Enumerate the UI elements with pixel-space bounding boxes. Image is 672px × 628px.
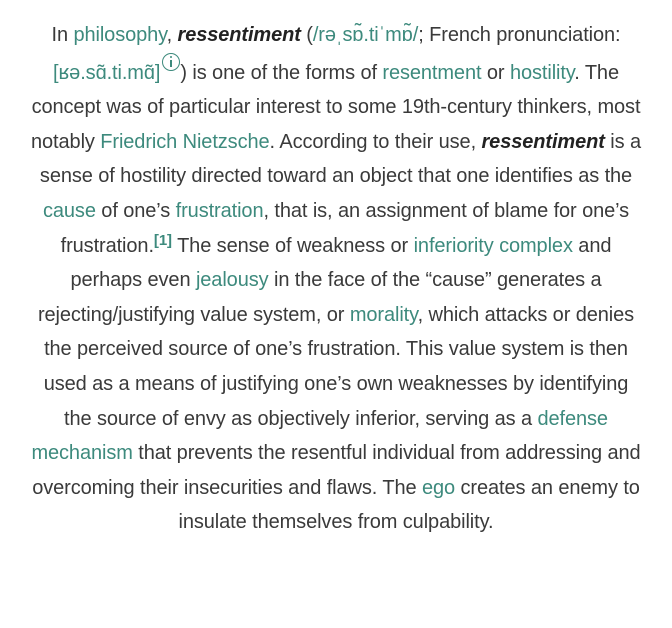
link-defense-mechanism[interactable]: defense mechanism [31,407,608,465]
ipa-english-link[interactable]: /rəˌsɒ̃.tiˈmɒ̃/ [312,24,419,46]
link-resentment[interactable]: resentment [382,61,482,84]
text-segment: creates an enemy to insulate themselves from culpability. [178,476,640,534]
link-jealousy[interactable]: jealousy [195,269,269,292]
link-inferiority-complex[interactable]: inferiority complex [413,234,573,257]
term-ressentiment: ressentiment [177,24,301,46]
link-philosophy[interactable]: philosophy [73,24,167,46]
text-segment: . According to their use, [269,130,482,153]
link-ego[interactable]: ego [421,476,456,499]
text-segment: , which attacks or denies the perceived source of one’s frustration. This value system is then used as a means of justifying one’s own weaknesses by identifying the source of envy as objectively inferior, serving as a [43,303,635,430]
link-frustration[interactable]: frustration [175,199,264,222]
text-segment: is a sense of hostility directed toward an object that one identifies as the [39,130,641,188]
link-friedrich-nietzsche[interactable]: Friedrich Nietzsche [100,130,270,153]
text-segment: ( [300,24,313,46]
text-segment: ; French pronunciation: [418,24,621,46]
link-morality[interactable]: morality [349,303,418,326]
text-segment: , [166,24,178,46]
text-segment: that prevents the resentful individual from addressing and overcoming their insecurities and flaws. The [32,442,641,499]
text-segment: . The concept was of particular interest to some 19th-century thinkers, most notably [31,61,641,153]
link-cause[interactable]: cause [42,199,96,222]
info-circle-icon[interactable] [162,53,180,71]
text-segment: The sense of weakness or [171,234,414,257]
text-segment: and perhaps even [70,234,612,292]
text-segment: ) is one of the forms of [180,61,383,84]
text-segment: in the face of the “cause” generates a rejecting/justifying value system, or [37,269,602,326]
ipa-french-link[interactable]: [ʁə.sɑ̃.ti.mɑ̃] [53,61,161,84]
term-ressentiment: ressentiment [481,130,605,153]
text-segment: In [51,24,74,46]
text-segment: , that is, an assignment of blame for one’s frustration. [60,199,630,257]
link-hostility[interactable]: hostility [509,61,575,84]
text-segment: of one’s [95,199,176,222]
text-segment: or [481,61,510,84]
citation-link[interactable]: [1] [153,231,172,249]
